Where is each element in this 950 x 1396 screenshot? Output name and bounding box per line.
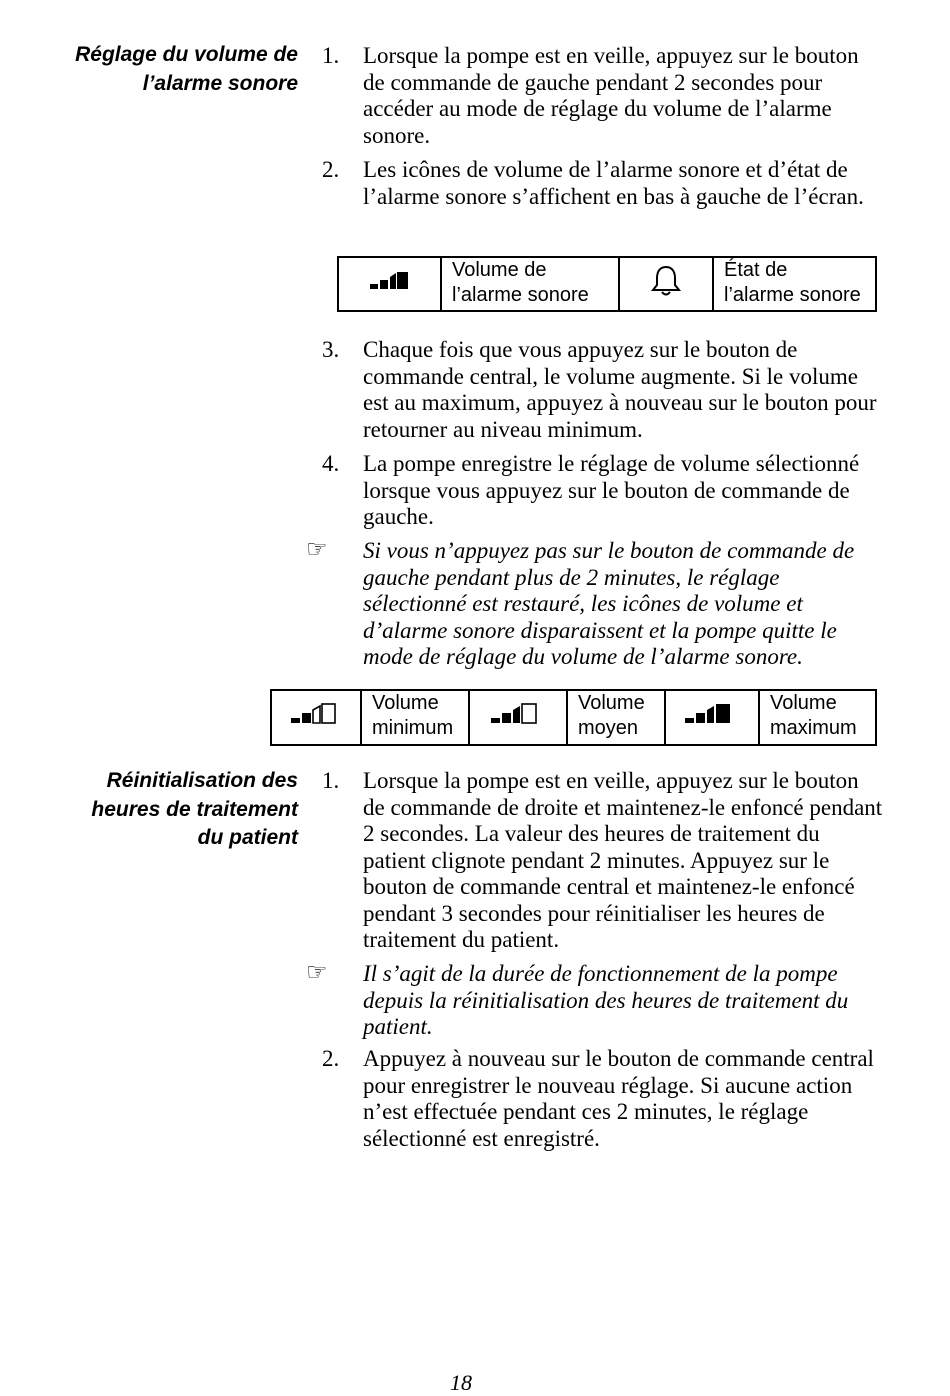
section-heading-volume — [38, 41, 298, 98]
label-line: moyen — [578, 717, 639, 739]
label-line: Volume — [770, 692, 837, 714]
step-number: 2. — [322, 1046, 340, 1071]
step-text: Lorsque la pompe est en veille, appuyez sur le bouton de commande de gauche pendant 2 secondes pour accéder au mode de réglage du volume de l’alarme sonore. — [363, 43, 859, 148]
label-line: minimum — [372, 717, 454, 739]
volume-max-label — [759, 690, 876, 745]
heading-line: heures de traitement — [91, 797, 298, 821]
label-line: l’alarme sonore — [724, 284, 861, 306]
label-line: Volume — [372, 692, 439, 714]
step-number: 3. — [322, 337, 340, 362]
icon-legend-table — [337, 256, 877, 312]
state-legend-label — [713, 257, 876, 311]
volume-levels-table — [270, 689, 877, 746]
label-line: Volume de — [452, 259, 547, 281]
heading-line: Réglage du volume de — [75, 43, 298, 66]
label-line: État de — [724, 259, 788, 281]
label-line: l’alarme sonore — [452, 284, 589, 306]
step-number: 4. — [322, 451, 340, 476]
heading-line: Réinitialisation des — [106, 769, 298, 792]
pointing-hand-icon: ☞ — [306, 958, 328, 986]
volume-max-icon — [665, 690, 759, 745]
heading-line: du patient — [197, 826, 298, 849]
bell-icon — [619, 257, 713, 311]
volume-level-icon — [338, 257, 441, 311]
step-number: 1. — [322, 768, 340, 793]
section-heading-reset — [38, 767, 298, 853]
volume-legend-label — [441, 257, 619, 311]
step-text: Appuyez à nouveau sur le bouton de commande central pour enregistrer le nouveau réglage. Si aucune action n’est effectuée pendant ces 2 minutes, le réglage sélectionné est enregistré. — [363, 1046, 874, 1151]
heading-line: l’alarme sonore — [142, 71, 298, 95]
note-text: Il s’agit de la durée de fonctionnement de la pompe depuis la réinitialisation des heures de traitement du patient. — [363, 961, 849, 1039]
volume-min-label — [361, 690, 469, 745]
volume-min-icon — [271, 690, 361, 745]
volume-mid-label — [567, 690, 665, 745]
volume-mid-icon — [469, 690, 567, 745]
step-number: 2. — [322, 157, 340, 182]
label-line: Volume — [578, 692, 645, 714]
step-number: 1. — [322, 43, 340, 68]
step-text: La pompe enregistre le réglage de volume sélectionné lorsque vous appuyez sur le bouton de commande de gauche. — [363, 451, 860, 529]
note-text: Si vous n’appuyez pas sur le bouton de commande de gauche pendant plus de 2 minutes, le réglage sélectionné est restauré, les icônes de volume et d’alarme sonore disparaissent et la pompe quitte le mode de réglage du volume de l’alarme sonore. — [363, 538, 855, 669]
pointing-hand-icon: ☞ — [306, 535, 328, 563]
step-text: Les icônes de volume de l’alarme sonore et d’état de l’alarme sonore s’affichent en bas à gauche de l’écran. — [363, 157, 864, 209]
step-text: Chaque fois que vous appuyez sur le bouton de commande central, le volume augmente. Si le volume est au maximum, appuyez à nouveau sur le bouton pour retourner au niveau minimum. — [363, 337, 877, 442]
page-number: 18 — [450, 1370, 472, 1395]
step-text: Lorsque la pompe est en veille, appuyez sur le bouton de commande de droite et maintenez-le enfoncé pendant 2 secondes. La valeur des heures de traitement du patient clignote pendant 2 minutes. Appuyez sur le bouton de commande central et maintenez-le enfoncé pendant 3 secondes pour réinitialiser les heures de traitement du patient. — [363, 768, 883, 952]
label-line: maximum — [770, 717, 857, 739]
